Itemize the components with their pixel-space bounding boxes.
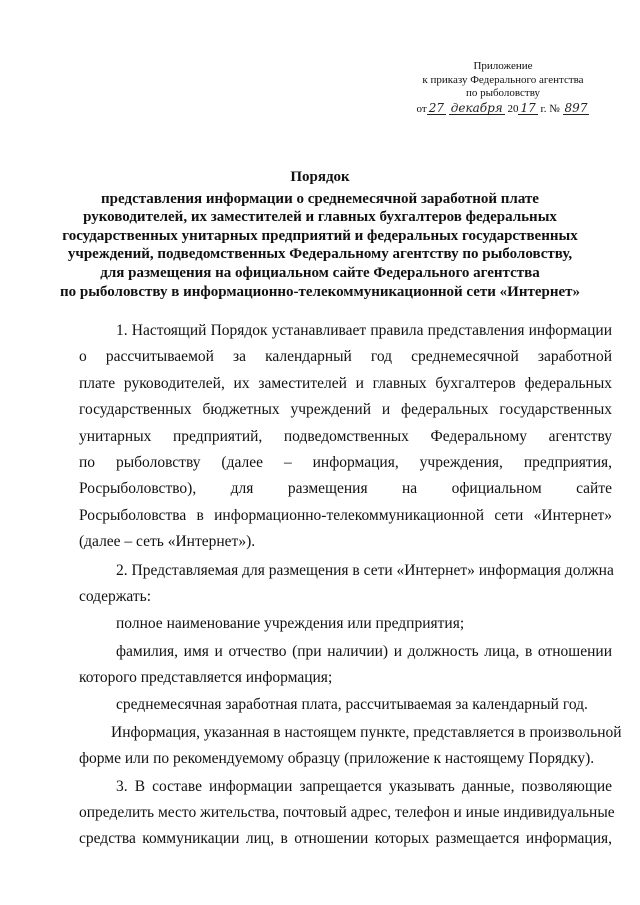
title-heading: Порядок	[290, 169, 350, 185]
text-line: Росрыболовство), для размещения на официальном сайте	[79, 480, 612, 498]
title-line: по рыболовству в информационно-телекоммуникационной сети «Интернет»	[59, 283, 580, 300]
attachment-block	[398, 60, 608, 116]
document-body	[79, 318, 622, 853]
document-title	[40, 168, 600, 301]
order-number: 897	[564, 100, 588, 115]
date-year-suffix: 17	[520, 100, 536, 115]
text-line: определить место жительства, почтовый адрес, телефон и иные индивидуальные	[79, 804, 615, 822]
text-line: унитарных предприятий, подведомственных Федеральному агентству	[79, 427, 612, 445]
title-line: руководителей, их заместителей и главных бухгалтеров федеральных	[83, 209, 557, 226]
text-line: по рыболовству (далее – информация, учреждения, предприятия,	[79, 453, 612, 471]
attachment-date-line	[398, 102, 608, 117]
attachment-agency: по рыболовству	[465, 87, 541, 99]
date-year-prefix: 20	[507, 102, 519, 115]
title-line: государственных унитарных предприятий и федеральных государственных	[62, 227, 578, 244]
text-line: фамилия, имя и отчество (при наличии) и должность лица, в отношении	[116, 642, 612, 660]
text-line: среднемесячная заработная плата, рассчитываемая за календарный год.	[116, 696, 588, 714]
text-line: форме или по рекомендуемому образцу (приложение к настоящему Порядку).	[79, 750, 595, 768]
paragraph-5	[79, 692, 612, 718]
text-line: содержать:	[79, 587, 152, 605]
text-line: 3. В составе информации запрещается указывать данные, позволяющие	[116, 777, 612, 795]
date-prefix: от	[416, 102, 427, 115]
text-line: о рассчитываемой за календарный год среднемесячной заработной	[79, 348, 612, 366]
text-line: плате руководителей, их заместителей и главных бухгалтеров федеральных	[79, 374, 612, 392]
text-line: полное наименование учреждения или предприятия;	[116, 615, 465, 633]
paragraph-2	[79, 558, 612, 611]
date-day: 27	[428, 100, 444, 115]
paragraph-3	[79, 611, 612, 637]
paragraph-7	[79, 774, 615, 853]
text-line: государственных бюджетных учреждений и федеральных государственных	[79, 401, 612, 419]
paragraph-1	[79, 318, 612, 556]
title-line: учреждений, подведомственных Федеральному агентству по рыболовству,	[67, 246, 573, 263]
text-line: 2. Представляемая для размещения в сети «Интернет» информация должна	[116, 561, 614, 579]
text-line: Росрыболовства в информационно-телекоммуникационной сети «Интернет»	[79, 506, 612, 524]
text-line: средства коммуникации лиц, в отношении которых размещается информация,	[79, 830, 612, 848]
text-line: 1. Настоящий Порядок устанавливает правила представления информации	[116, 322, 612, 339]
text-line: Информация, указанная в настоящем пункте, представляется в произвольной	[111, 723, 622, 741]
text-line: которого представляется информация;	[79, 669, 333, 687]
text-line: (далее – сеть «Интернет»).	[79, 533, 256, 551]
paragraph-4	[79, 639, 612, 692]
title-line: представления информации о среднемесячной заработной плате	[101, 190, 539, 207]
attachment-order-ref: к приказу Федерального агентства	[422, 73, 584, 86]
date-year-unit: г. №	[540, 102, 560, 115]
title-line: для размещения на официальном сайте Федерального агентства	[100, 264, 540, 281]
date-month: декабря	[450, 100, 503, 115]
paragraph-6	[79, 720, 622, 773]
attachment-label: Приложение	[473, 60, 533, 72]
